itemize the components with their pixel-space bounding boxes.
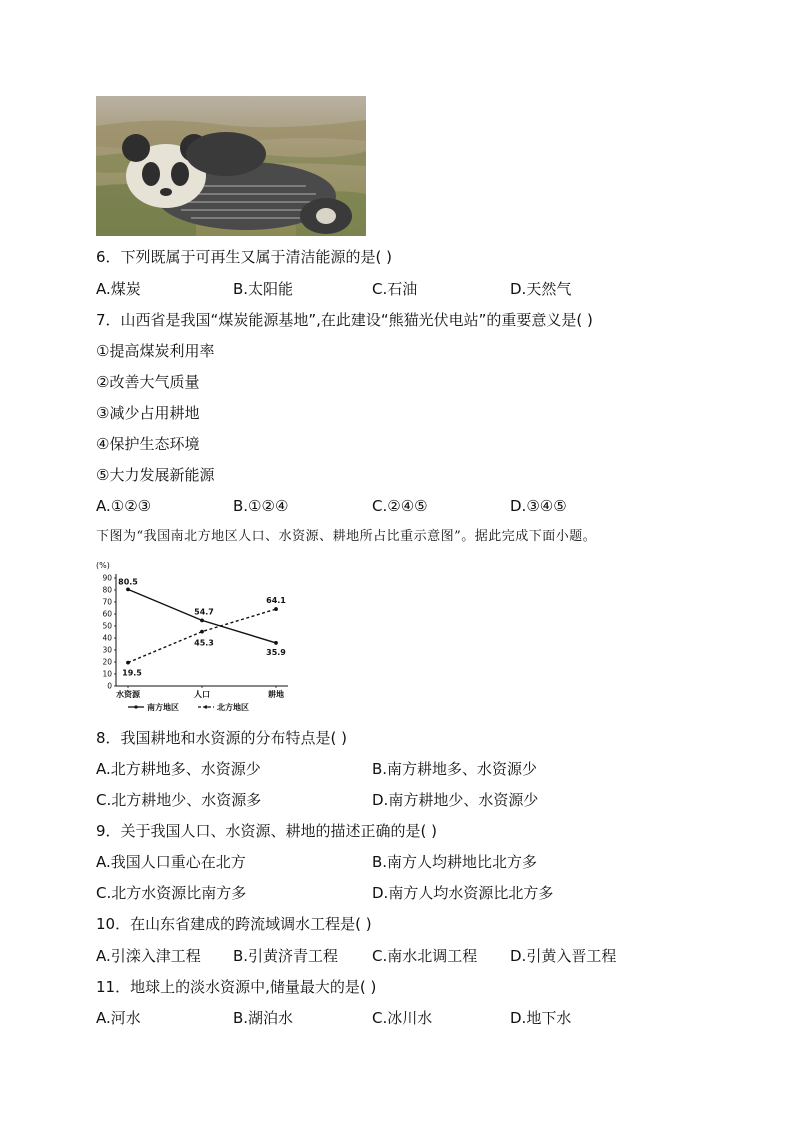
q7-item-5: ⑤大力发展新能源 [96, 466, 215, 484]
y-tick-label: 90 [102, 573, 112, 583]
q9-option-b[interactable]: B.南方人均耕地比北方多 [372, 853, 538, 871]
q6-option-c[interactable]: C.石油 [372, 280, 418, 298]
q10-option-b[interactable]: B.引黄济青工程 [233, 947, 339, 965]
q10-option-c[interactable]: C.南水北调工程 [372, 947, 478, 965]
legend-marker [134, 705, 137, 708]
chart-intro-text: 下图为“我国南北方地区人口、水资源、耕地所占比重示意图”。据此完成下面小题。 [96, 529, 597, 544]
y-tick-label: 0 [107, 681, 112, 691]
q10-option-d[interactable]: D.引黄入晋工程 [510, 947, 617, 965]
x-tick-label: 耕地 [268, 690, 284, 699]
x-tick-label: 水资源 [116, 690, 140, 699]
q6-option-a[interactable]: A.煤炭 [96, 280, 141, 298]
q7-option-c[interactable]: C.②④⑤ [372, 497, 428, 515]
q7-item-2: ②改善大气质量 [96, 373, 200, 391]
data-point [274, 607, 278, 611]
q11-option-b[interactable]: B.湖泊水 [233, 1009, 294, 1027]
q8-option-c[interactable]: C.北方耕地少、水资源多 [96, 791, 262, 809]
data-point [200, 630, 204, 634]
question-10-stem: 10．在山东省建成的跨流域调水工程是( ) [96, 915, 372, 933]
q8-option-a[interactable]: A.北方耕地多、水资源少 [96, 760, 261, 778]
y-tick-label: 60 [102, 609, 112, 619]
q7-item-1: ①提高煤炭利用率 [96, 342, 215, 360]
q7-option-a[interactable]: A.①②③ [96, 497, 152, 515]
q8-option-b[interactable]: B.南方耕地多、水资源少 [372, 760, 538, 778]
y-tick-label: 50 [102, 621, 112, 631]
y-tick-label: 40 [102, 633, 112, 643]
legend-marker [204, 705, 207, 708]
q9-option-a[interactable]: A.我国人口重心在北方 [96, 853, 246, 871]
q11-option-a[interactable]: A.河水 [96, 1009, 141, 1027]
q7-option-d[interactable]: D.③④⑤ [510, 497, 567, 515]
q11-option-c[interactable]: C.冰川水 [372, 1009, 433, 1027]
y-tick-label: 10 [102, 669, 112, 679]
population-water-farmland-chart [92, 558, 302, 718]
question-11-stem: 11．地球上的淡水资源中,储量最大的是( ) [96, 978, 377, 996]
q6-option-b[interactable]: B.太阳能 [233, 280, 294, 298]
q11-option-d[interactable]: D.地下水 [510, 1009, 572, 1027]
q7-item-3: ③减少占用耕地 [96, 404, 200, 422]
question-6-stem: 6．下列既属于可再生又属于清洁能源的是( ) [96, 248, 393, 266]
question-7-stem: 7．山西省是我国“煤炭能源基地”,在此建设“熊猫光伏电站”的重要意义是( ) [96, 311, 593, 329]
q7-item-4: ④保护生态环境 [96, 435, 200, 453]
data-label: 80.5 [118, 577, 138, 587]
data-point [126, 588, 130, 592]
q7-option-b[interactable]: B.①②④ [233, 497, 289, 515]
q6-option-d[interactable]: D.天然气 [510, 280, 572, 298]
data-point [274, 641, 278, 645]
data-point [200, 618, 204, 622]
q9-option-d[interactable]: D.南方人均水资源比北方多 [372, 884, 554, 902]
y-tick-label: 70 [102, 597, 112, 607]
q9-option-c[interactable]: C.北方水资源比南方多 [96, 884, 247, 902]
question-9-stem: 9．关于我国人口、水资源、耕地的描述正确的是( ) [96, 822, 438, 840]
data-label: 35.9 [266, 647, 286, 657]
panda-solar-farm-photo [96, 96, 366, 236]
q8-option-d[interactable]: D.南方耕地少、水资源少 [372, 791, 539, 809]
question-8-stem: 8．我国耕地和水资源的分布特点是( ) [96, 729, 348, 747]
y-tick-label: 20 [102, 657, 112, 667]
data-label: 45.3 [194, 638, 214, 648]
data-point [126, 661, 130, 665]
y-axis-label: (%) [96, 561, 110, 570]
x-tick-label: 人口 [194, 690, 210, 699]
y-tick-label: 30 [102, 645, 112, 655]
data-label: 64.1 [266, 596, 286, 606]
legend-label: 南方地区 [147, 703, 179, 712]
y-tick-label: 80 [102, 585, 112, 595]
data-label: 19.5 [122, 668, 142, 678]
legend-label: 北方地区 [217, 703, 249, 712]
q10-option-a[interactable]: A.引滦入津工程 [96, 947, 201, 965]
data-label: 54.7 [194, 607, 214, 617]
